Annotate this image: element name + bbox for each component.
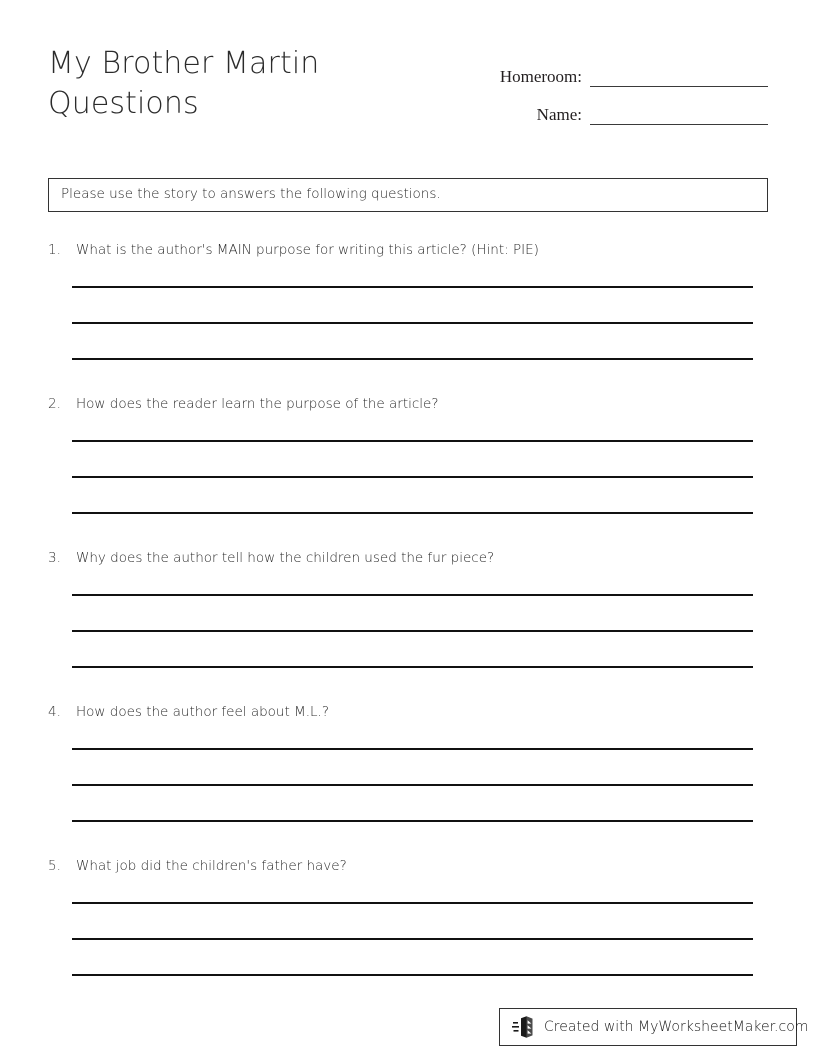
page-title xyxy=(48,44,448,124)
name-label: Name: xyxy=(536,105,582,124)
answer-line[interactable] xyxy=(72,974,753,976)
page-header xyxy=(48,44,768,136)
answer-lines-3 xyxy=(72,594,753,668)
answer-line[interactable] xyxy=(72,938,753,940)
question-number-5: 5. xyxy=(48,858,61,874)
question-number-1: 1. xyxy=(48,242,61,258)
questions-list xyxy=(48,242,768,1012)
question-text-1: What is the author's MAIN purpose for writing this article? (Hint: PIE) xyxy=(76,242,539,258)
question-number-3: 3. xyxy=(48,550,61,566)
question-text-5: What job did the children's father have? xyxy=(76,858,347,874)
question-block-2 xyxy=(48,396,768,550)
worksheet-maker-logo-icon xyxy=(512,1015,538,1039)
answer-line[interactable] xyxy=(72,902,753,904)
question-text-3: Why does the author tell how the children used the fur piece? xyxy=(76,550,495,566)
answer-line[interactable] xyxy=(72,820,753,822)
answer-line[interactable] xyxy=(72,358,753,360)
question-number-2: 2. xyxy=(48,396,61,412)
question-block-5 xyxy=(48,858,768,1012)
student-fields xyxy=(478,52,768,128)
question-block-4 xyxy=(48,704,768,858)
answer-line[interactable] xyxy=(72,440,753,442)
answer-lines-1 xyxy=(72,286,753,360)
answer-lines-4 xyxy=(72,748,753,822)
question-heading-2 xyxy=(48,396,768,418)
answer-line[interactable] xyxy=(72,476,753,478)
question-heading-1 xyxy=(48,242,768,264)
question-text-2: How does the reader learn the purpose of the article? xyxy=(76,396,439,412)
answer-line[interactable] xyxy=(72,286,753,288)
question-heading-4 xyxy=(48,704,768,726)
homeroom-input-rule[interactable] xyxy=(590,86,768,87)
question-block-3 xyxy=(48,550,768,704)
question-number-4: 4. xyxy=(48,704,61,720)
answer-lines-2 xyxy=(72,440,753,514)
page-title-line-2: Questions xyxy=(48,86,199,121)
answer-line[interactable] xyxy=(72,594,753,596)
created-with-badge-text: Created with MyWorksheetMaker.com xyxy=(544,1019,809,1035)
answer-line[interactable] xyxy=(72,322,753,324)
question-text-4: How does the author feel about M.L.? xyxy=(76,704,329,720)
question-heading-5 xyxy=(48,858,768,880)
instruction-box xyxy=(48,178,768,212)
question-block-1 xyxy=(48,242,768,396)
name-input-rule[interactable] xyxy=(590,124,768,125)
instruction-text: Please use the story to answers the following questions. xyxy=(61,186,441,203)
answer-line[interactable] xyxy=(72,784,753,786)
question-heading-3 xyxy=(48,550,768,572)
name-field-row xyxy=(478,90,768,128)
page-title-line-1: My Brother Martin xyxy=(48,46,320,81)
answer-line[interactable] xyxy=(72,748,753,750)
answer-lines-5 xyxy=(72,902,753,976)
answer-line[interactable] xyxy=(72,666,753,668)
created-with-badge[interactable] xyxy=(499,1008,809,1046)
homeroom-field-row xyxy=(478,52,768,90)
homeroom-label: Homeroom: xyxy=(499,67,582,86)
answer-line[interactable] xyxy=(72,630,753,632)
answer-line[interactable] xyxy=(72,512,753,514)
